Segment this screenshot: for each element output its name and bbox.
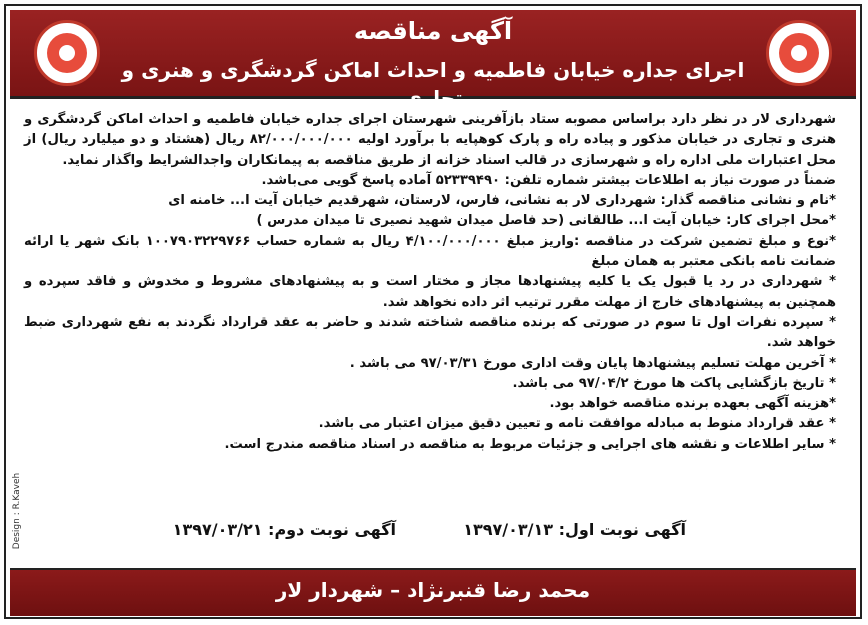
paragraph: * شهرداری در رد یا قبول یک یا کلیه پیشنهادها مجاز و مختار است و به پیشنهادهای مشروط و مخدوش و فاقد سپرده و همچنین به پیشنهادهای خارج از مهلت مقرر ترتیب اثر داده نخواهد شد.: [24, 274, 836, 310]
paragraph: * سپرده نفرات اول تا سوم در صورتی که برنده مناقصه شناخته شدند و حاضر به عقد قرارداد نگردند به نفع شهرداری ضبط خواهد شد.: [24, 314, 836, 351]
paragraph: * تاریخ بازگشایی پاکت ها مورخ ۹۷/۰۴/۲ می باشد.: [512, 375, 836, 391]
paragraph: *هزینه آگهی بعهده برنده مناقصه خواهد بود.: [549, 396, 836, 412]
paragraph: * آخرین مهلت تسلیم پیشنهادها پایان وقت اداری مورخ ۹۷/۰۳/۳۱ می باشد .: [349, 355, 836, 371]
notice-footer: [10, 568, 856, 616]
municipality-seal-icon: [766, 20, 832, 86]
notice-title: آگهی مناقصه: [353, 17, 513, 45]
notice-subtitle: اجرای جداره خیابان فاطمیه و احداث اماکن گردشگری و هنری و تجاری: [121, 58, 745, 110]
second-publication-date: آگهی نوبت دوم: ۱۳۹۷/۰۳/۲۱: [172, 520, 396, 539]
designer-credit: Design : R.Kaveh: [12, 472, 22, 550]
paragraph: *نوع و مبلغ تضمین شرکت در مناقصه :واریز مبلغ ۴/۱۰۰/۰۰۰/۰۰۰ ریال به شماره حساب ۱۰۰۷۹۰۳۲۲۹۷۶۶ بانک شهر یا ارائه ضمانت نامه بانکی معتبر به همان مبلغ: [24, 233, 836, 270]
paragraph: * عقد قرارداد منوط به مبادله موافقت نامه و تعیین دقیق میزان اعتبار می باشد.: [318, 416, 836, 432]
paragraph: شهرداری لار در نظر دارد براساس مصوبه ستاد بازآفرینی شهرستان اجرای جداره خیابان فاطمیه و احداث اماکن گردشگری و هنری و تجاری در خیابان مذکور و پیاده راه و پارک کوهپایه با برآورد اولیه ۸۲/۰۰۰/۰۰۰/۰۰۰ ریال (هشتاد و دو میلیارد ریال) از محل اعتبارات ملی اداره راه و شهرسازی در قالب اسناد خزانه از طریق مناقصه به پیمانکاران واجدالشرایط واگذار نماید.: [24, 112, 836, 168]
mayor-signature: محمد رضا قنبرنژاد – شهردار لار: [275, 578, 591, 602]
municipality-seal-icon: [34, 20, 100, 86]
first-publication-date: آگهی نوبت اول: ۱۳۹۷/۰۳/۱۳: [463, 520, 686, 539]
paragraph: * سایر اطلاعات و نقشه های اجرایی و جزئیات مربوط به مناقصه در اسناد مناقصه مندرج است.: [224, 436, 836, 452]
publication-dates: [24, 518, 836, 544]
paragraph: *محل اجرای کار: خیابان آیت ا... طالقانی (حد فاصل میدان شهید نصیری تا میدان مدرس ): [256, 213, 836, 229]
notice-frame: [4, 4, 862, 619]
paragraph: *نام و نشانی مناقصه گذار: شهرداری لار به نشانی، فارس، لارستان، شهرقدیم خیابان آیت ا... خامنه ای: [168, 193, 836, 209]
paragraph: ضمناً در صورت نیاز به اطلاعات بیشتر شماره تلفن: ۵۲۳۳۹۴۹۰ آماده پاسخ گویی می‌باشد.: [261, 172, 836, 188]
notice-body: [24, 110, 836, 455]
notice-header: [10, 10, 856, 110]
